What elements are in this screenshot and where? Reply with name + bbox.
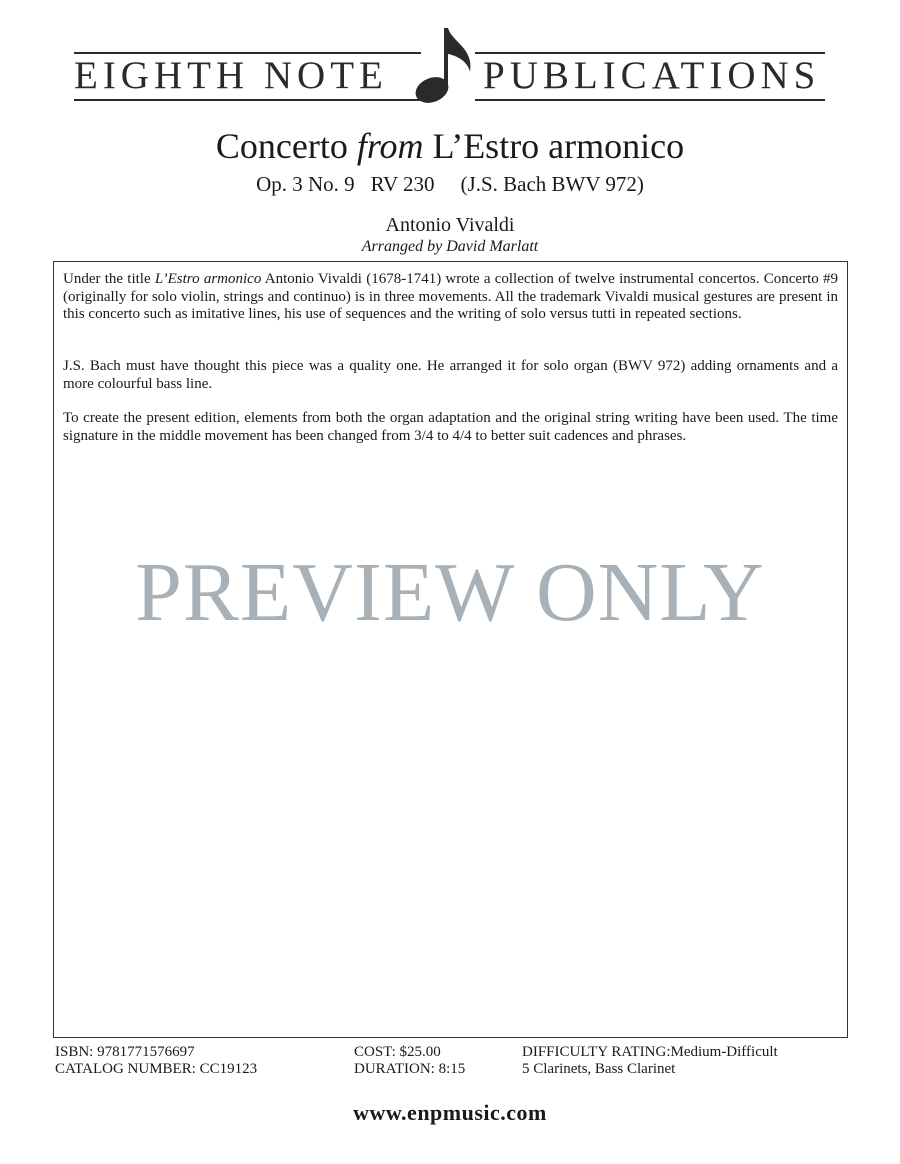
website-link[interactable]: www.enpmusic.com <box>353 1100 547 1125</box>
preview-watermark: PREVIEW ONLY <box>135 546 765 639</box>
logo-text-right: PUBLICATIONS <box>483 54 821 97</box>
opus-number: Op. 3 No. 9 <box>256 172 355 196</box>
p1-italic: L’Estro armonico <box>154 271 262 287</box>
eighth-note-icon <box>412 24 482 106</box>
title-part-1: Concerto <box>215 126 357 166</box>
subtitle <box>0 172 900 196</box>
cost: COST: $25.00 <box>354 1044 441 1060</box>
description-paragraph-2: J.S. Bach must have thought this piece was a quality one. He arranged it for solo organ (BWV 972) adding ornaments and a more colourful bass line. <box>63 358 838 392</box>
rv-number: RV 230 <box>370 172 435 196</box>
logo-rule-bottom-left <box>74 99 421 101</box>
composer: Antonio Vivaldi <box>385 214 515 236</box>
arranger: Arranged by David Marlatt <box>361 238 539 255</box>
description-paragraph-3: To create the present edition, elements from both the organ adaptation and the original string writing have been used. The time signature in the middle movement has been changed from 3/4 to 4/4 to better suit cadences and phrases. <box>63 410 838 444</box>
isbn: ISBN: 9781771576697 <box>55 1044 195 1060</box>
page-title <box>0 126 900 166</box>
p1-before: Under the title <box>63 271 155 287</box>
duration: DURATION: 8:15 <box>354 1061 466 1077</box>
p1-after: Antonio Vivaldi (1678-1741) wrote a collection of twelve instrumental concertos. Concerto #9 (originally for solo violin, strings and continuo) is in three movements. All the trademark Vivaldi musical gestures are present in this concerto such as imitative lines, his use of sequences and the writing of solo versus tutti in repeated sections. <box>63 271 838 322</box>
logo-text-left: EIGHTH NOTE <box>74 54 388 97</box>
difficulty-rating: DIFFICULTY RATING:Medium-Difficult <box>522 1044 778 1060</box>
catalog-number: CATALOG NUMBER: CC19123 <box>55 1061 258 1077</box>
title-part-3: L’Estro armonico <box>423 126 685 166</box>
description-box <box>53 261 848 1038</box>
description-paragraph-1 <box>63 271 838 324</box>
logo-rule-bottom-right <box>475 99 825 101</box>
bach-reference: (J.S. Bach BWV 972) <box>460 172 644 196</box>
title-part-2: from <box>356 126 424 166</box>
instrumentation: 5 Clarinets, Bass Clarinet <box>522 1061 676 1077</box>
